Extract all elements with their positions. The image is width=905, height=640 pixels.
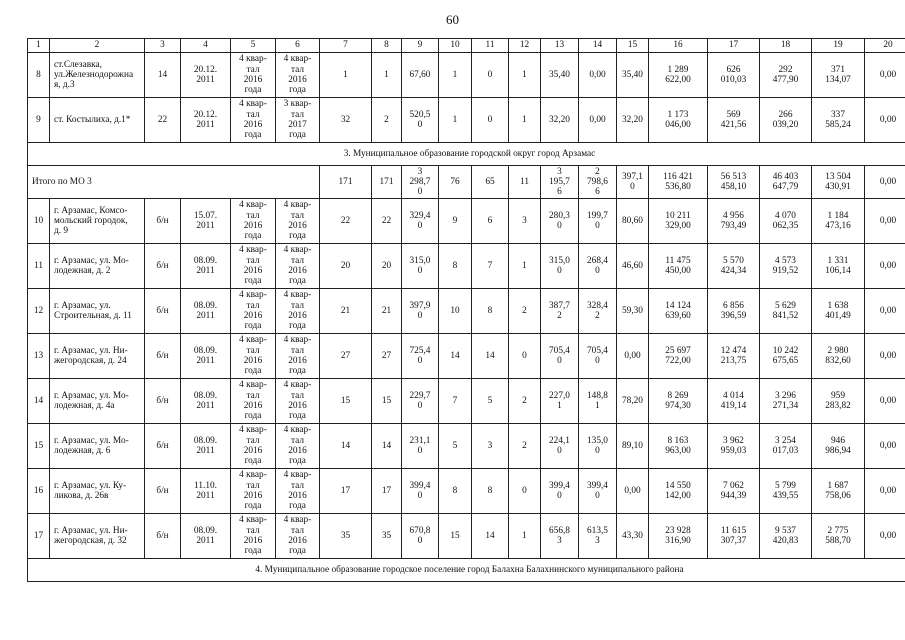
- table-cell: 35: [372, 514, 402, 559]
- table-cell: 0,00: [865, 334, 905, 379]
- table-cell: г. Арзамас, ул. Мо- лодежная, д. 2: [50, 244, 145, 289]
- table-cell: 15.07. 2011: [181, 199, 231, 244]
- table-cell: 43,30: [617, 514, 649, 559]
- table-cell: 5 799 439,55: [760, 469, 812, 514]
- table-cell: 224,1 0: [541, 424, 579, 469]
- table-cell: г. Арзамас, ул. Мо- лодежная, д. 4а: [50, 379, 145, 424]
- table-cell: 10 242 675,65: [760, 334, 812, 379]
- table-cell: 0,00: [865, 244, 905, 289]
- table-cell: 280,3 0: [541, 199, 579, 244]
- table-cell: 135,0 0: [579, 424, 617, 469]
- table-cell: 116 421 536,80: [649, 166, 708, 199]
- table-cell: 397,1 0: [617, 166, 649, 199]
- table-cell: 4 573 919,52: [760, 244, 812, 289]
- table-cell: 14: [472, 514, 509, 559]
- table-cell: 35,40: [617, 53, 649, 98]
- table-cell: 20: [320, 244, 372, 289]
- table-cell: 20: [372, 244, 402, 289]
- table-row: [28, 98, 905, 143]
- table-cell: 0,00: [865, 289, 905, 334]
- table-cell: 0: [509, 469, 541, 514]
- table-cell: 2: [509, 289, 541, 334]
- table-cell: 14 550 142,00: [649, 469, 708, 514]
- table-cell: 14: [579, 39, 617, 53]
- table-row: [28, 199, 905, 244]
- table-cell: 6: [276, 39, 320, 53]
- table-row: [28, 379, 905, 424]
- table-cell: 8: [439, 469, 472, 514]
- table-cell: 1: [28, 39, 50, 53]
- table-cell: 10: [28, 199, 50, 244]
- table-cell: 315,0 0: [402, 244, 439, 289]
- table-cell: г. Арзамас, ул. Мо- лодежная, д. 6: [50, 424, 145, 469]
- table-cell: 520,5 0: [402, 98, 439, 143]
- table-cell: 4 квар- тал 2016 года: [276, 514, 320, 559]
- table-cell: 4 квар- тал 2016 года: [231, 424, 276, 469]
- table-cell: 08.09. 2011: [181, 334, 231, 379]
- table-cell: 16: [28, 469, 50, 514]
- table-cell: ст.Слезавка, ул.Железнодорожна я, д.3: [50, 53, 145, 98]
- table-cell: 89,10: [617, 424, 649, 469]
- table-cell: 46 403 647,79: [760, 166, 812, 199]
- table-cell: 2 980 832,60: [812, 334, 865, 379]
- table-row: [28, 244, 905, 289]
- table-cell: 6: [472, 199, 509, 244]
- table-cell: 13: [541, 39, 579, 53]
- table-cell: 399,4 0: [579, 469, 617, 514]
- table-cell: 59,30: [617, 289, 649, 334]
- table-cell: 15: [617, 39, 649, 53]
- table-cell: 1 638 401,49: [812, 289, 865, 334]
- table-cell: 2: [509, 424, 541, 469]
- table-cell: 705,4 0: [541, 334, 579, 379]
- table-cell: 266 039,20: [760, 98, 812, 143]
- table-cell: 199,7 0: [579, 199, 617, 244]
- table-cell: 56 513 458,10: [708, 166, 760, 199]
- table-cell: 15: [439, 514, 472, 559]
- table-cell: 18: [760, 39, 812, 53]
- table-cell: 23 928 316,90: [649, 514, 708, 559]
- table-cell: 2: [50, 39, 145, 53]
- table-cell: 0: [472, 53, 509, 98]
- table-cell: 4 квар- тал 2016 года: [231, 289, 276, 334]
- resettlement-table: [27, 38, 905, 582]
- table-cell: б/н: [145, 244, 181, 289]
- table-cell: 2 775 588,70: [812, 514, 865, 559]
- table-cell: 229,7 0: [402, 379, 439, 424]
- table-cell: 3 298,7 0: [402, 166, 439, 199]
- table-cell: 08.09. 2011: [181, 514, 231, 559]
- table-cell: 399,4 0: [541, 469, 579, 514]
- table-cell: 5: [231, 39, 276, 53]
- table-cell: 4 квар- тал 2016 года: [231, 244, 276, 289]
- table-cell: 3 195,7 6: [541, 166, 579, 199]
- table-cell: 171: [320, 166, 372, 199]
- table-cell: 65: [472, 166, 509, 199]
- table-cell: 14: [28, 379, 50, 424]
- table-cell: 0: [472, 98, 509, 143]
- table-cell: 4 квар- тал 2016 года: [276, 199, 320, 244]
- table-cell: 22: [320, 199, 372, 244]
- table-cell: 9: [28, 98, 50, 143]
- table-cell: 14: [439, 334, 472, 379]
- table-cell: 25 697 722,00: [649, 334, 708, 379]
- table-cell: 11: [509, 166, 541, 199]
- table-cell: 1: [372, 53, 402, 98]
- table-header-row: [28, 39, 905, 53]
- table-cell: 14: [320, 424, 372, 469]
- table-cell: 14: [472, 334, 509, 379]
- table-row: [28, 289, 905, 334]
- table-cell: 0,00: [865, 98, 905, 143]
- table-cell: 3 квар- тал 2017 года: [276, 98, 320, 143]
- table-cell: б/н: [145, 469, 181, 514]
- table-cell: 292 477,90: [760, 53, 812, 98]
- table-cell: 8: [472, 289, 509, 334]
- table-cell: 0,00: [579, 98, 617, 143]
- table-cell: 22: [372, 199, 402, 244]
- table-cell: 0,00: [865, 53, 905, 98]
- table-cell: 4: [181, 39, 231, 53]
- table-cell: 171: [372, 166, 402, 199]
- table-cell: 14 124 639,60: [649, 289, 708, 334]
- table-cell: 7: [472, 244, 509, 289]
- table-cell: 2: [372, 98, 402, 143]
- table-cell: 11 615 307,37: [708, 514, 760, 559]
- table-cell: 20.12. 2011: [181, 98, 231, 143]
- table-cell: 7: [439, 379, 472, 424]
- table-cell: 387,7 2: [541, 289, 579, 334]
- section-heading-mo4: [28, 559, 905, 582]
- table-cell: 3. Муниципальное образование городской округ город Арзамас: [28, 143, 905, 166]
- table-cell: 32,20: [541, 98, 579, 143]
- table-cell: 0,00: [865, 424, 905, 469]
- table-cell: 268,4 0: [579, 244, 617, 289]
- table-cell: 08.09. 2011: [181, 379, 231, 424]
- table-cell: 3: [509, 199, 541, 244]
- table-cell: 1: [439, 98, 472, 143]
- table-cell: 8 269 974,30: [649, 379, 708, 424]
- table-cell: 11.10. 2011: [181, 469, 231, 514]
- table-cell: 1 331 106,14: [812, 244, 865, 289]
- table-cell: г. Арзамас, ул. Строительная, д. 11: [50, 289, 145, 334]
- table-cell: 22: [145, 98, 181, 143]
- table-cell: 0,00: [865, 379, 905, 424]
- table-cell: 1: [509, 514, 541, 559]
- table-cell: 5 570 424,34: [708, 244, 760, 289]
- table-cell: б/н: [145, 514, 181, 559]
- table-cell: 12: [28, 289, 50, 334]
- table-cell: г. Арзамас, Комсо- мольский городок, д. 9: [50, 199, 145, 244]
- table-cell: 613,5 3: [579, 514, 617, 559]
- table-cell: 4 квар- тал 2016 года: [276, 424, 320, 469]
- table-cell: 32,20: [617, 98, 649, 143]
- table-row: [28, 53, 905, 98]
- table-cell: 0,00: [865, 469, 905, 514]
- table-cell: 13 504 430,91: [812, 166, 865, 199]
- table-cell: 10: [439, 289, 472, 334]
- table-cell: Итого по МО 3: [28, 166, 320, 199]
- table-row: [28, 334, 905, 379]
- table-cell: 80,60: [617, 199, 649, 244]
- table-cell: 08.09. 2011: [181, 244, 231, 289]
- table-cell: 0,00: [865, 514, 905, 559]
- table-cell: 2 798,6 6: [579, 166, 617, 199]
- table-cell: 705,4 0: [579, 334, 617, 379]
- table-cell: 4 квар- тал 2016 года: [231, 514, 276, 559]
- table-cell: 3 254 017,03: [760, 424, 812, 469]
- table-cell: 315,0 0: [541, 244, 579, 289]
- table-cell: 4 квар- тал 2016 года: [276, 379, 320, 424]
- page-number: 60: [446, 12, 459, 27]
- table-cell: 14: [372, 424, 402, 469]
- table-cell: г. Арзамас, ул. Ни- жегородская, д. 24: [50, 334, 145, 379]
- table-cell: 10 211 329,00: [649, 199, 708, 244]
- table-cell: 569 421,56: [708, 98, 760, 143]
- table-cell: 10: [439, 39, 472, 53]
- table-cell: 1 687 758,06: [812, 469, 865, 514]
- table-cell: 6 856 396,59: [708, 289, 760, 334]
- table-cell: 11: [472, 39, 509, 53]
- table-row: [28, 469, 905, 514]
- table-cell: 4 квар- тал 2016 года: [276, 289, 320, 334]
- table-cell: 231,1 0: [402, 424, 439, 469]
- table-cell: 0,00: [617, 469, 649, 514]
- table-cell: 19: [812, 39, 865, 53]
- table-row: [28, 514, 905, 559]
- table-cell: 4 квар- тал 2016 года: [231, 379, 276, 424]
- table-cell: 4 квар- тал 2016 года: [231, 334, 276, 379]
- table-cell: 7 062 944,39: [708, 469, 760, 514]
- table-cell: 21: [372, 289, 402, 334]
- table-cell: 9 537 420,83: [760, 514, 812, 559]
- table-cell: 9: [439, 199, 472, 244]
- table-cell: б/н: [145, 289, 181, 334]
- table-cell: 21: [320, 289, 372, 334]
- table-cell: 4 квар- тал 2016 года: [276, 334, 320, 379]
- table-cell: 328,4 2: [579, 289, 617, 334]
- table-cell: 08.09. 2011: [181, 289, 231, 334]
- table-cell: 20: [865, 39, 905, 53]
- table-cell: 4 квар- тал 2016 года: [231, 98, 276, 143]
- table-cell: 12 474 213,75: [708, 334, 760, 379]
- table-cell: 725,4 0: [402, 334, 439, 379]
- table-cell: 1: [509, 98, 541, 143]
- table-cell: 14: [145, 53, 181, 98]
- table-cell: 4 квар- тал 2016 года: [276, 469, 320, 514]
- table-cell: 371 134,07: [812, 53, 865, 98]
- table-cell: 0,00: [865, 166, 905, 199]
- table-cell: 1: [320, 53, 372, 98]
- table-cell: 7: [320, 39, 372, 53]
- table-cell: 17: [708, 39, 760, 53]
- table-cell: 4 014 419,14: [708, 379, 760, 424]
- table-cell: 1 173 046,00: [649, 98, 708, 143]
- table-cell: 11 475 450,00: [649, 244, 708, 289]
- table-cell: 15: [28, 424, 50, 469]
- table-cell: 1: [439, 53, 472, 98]
- section-heading-mo3: [28, 143, 905, 166]
- table-cell: 08.09. 2011: [181, 424, 231, 469]
- table-cell: 3: [145, 39, 181, 53]
- table-cell: 0: [509, 334, 541, 379]
- table-cell: 0,00: [579, 53, 617, 98]
- table-cell: 8 163 963,00: [649, 424, 708, 469]
- table-cell: 4 квар- тал 2016 года: [276, 244, 320, 289]
- table-cell: 15: [320, 379, 372, 424]
- table-cell: 27: [320, 334, 372, 379]
- table-cell: 2: [509, 379, 541, 424]
- table-cell: 946 986,94: [812, 424, 865, 469]
- table-cell: 46,60: [617, 244, 649, 289]
- table-cell: 5 629 841,52: [760, 289, 812, 334]
- table-cell: 20.12. 2011: [181, 53, 231, 98]
- table-cell: 4 квар- тал 2016 года: [231, 199, 276, 244]
- table-cell: 0,00: [617, 334, 649, 379]
- table-cell: 3 296 271,34: [760, 379, 812, 424]
- table-cell: 17: [28, 514, 50, 559]
- table-cell: 17: [372, 469, 402, 514]
- table-cell: 1: [509, 53, 541, 98]
- table-cell: 12: [509, 39, 541, 53]
- table-cell: г. Арзамас, ул. Ни- жегородская, д. 32: [50, 514, 145, 559]
- table-cell: 4 956 793,49: [708, 199, 760, 244]
- table-cell: г. Арзамас, ул. Ку- ликова, д. 26в: [50, 469, 145, 514]
- table-cell: 1 184 473,16: [812, 199, 865, 244]
- table-cell: 0,00: [865, 199, 905, 244]
- table-cell: 227,0 1: [541, 379, 579, 424]
- table-cell: 78,20: [617, 379, 649, 424]
- table-cell: 3 962 959,03: [708, 424, 760, 469]
- table-cell: ст. Костылиха, д.1*: [50, 98, 145, 143]
- table-cell: 76: [439, 166, 472, 199]
- table-cell: 329,4 0: [402, 199, 439, 244]
- table-cell: 15: [372, 379, 402, 424]
- table-cell: 3: [472, 424, 509, 469]
- table-cell: 17: [320, 469, 372, 514]
- table-cell: 8: [439, 244, 472, 289]
- table-cell: 67,60: [402, 53, 439, 98]
- table-cell: 16: [649, 39, 708, 53]
- table-cell: 148,8 1: [579, 379, 617, 424]
- table-cell: 4 квар- тал 2016 года: [276, 53, 320, 98]
- table-cell: 4 070 062,35: [760, 199, 812, 244]
- table-cell: 626 010,03: [708, 53, 760, 98]
- table-cell: 337 585,24: [812, 98, 865, 143]
- table-row: [28, 424, 905, 469]
- table-cell: 8: [472, 469, 509, 514]
- table-cell: 397,9 0: [402, 289, 439, 334]
- table-cell: 8: [28, 53, 50, 98]
- table-cell: 4. Муниципальное образование городское поселение город Балахна Балахнинского муниципального района: [28, 559, 905, 582]
- table-cell: 670,8 0: [402, 514, 439, 559]
- table-cell: 1 289 622,00: [649, 53, 708, 98]
- table-cell: 32: [320, 98, 372, 143]
- table-cell: 5: [439, 424, 472, 469]
- table-cell: 27: [372, 334, 402, 379]
- table-cell: 35: [320, 514, 372, 559]
- table-cell: б/н: [145, 379, 181, 424]
- table-cell: б/н: [145, 424, 181, 469]
- table-cell: 656,8 3: [541, 514, 579, 559]
- table-cell: 13: [28, 334, 50, 379]
- table-cell: 959 283,82: [812, 379, 865, 424]
- table-cell: 11: [28, 244, 50, 289]
- table-cell: 4 квар- тал 2016 года: [231, 53, 276, 98]
- table-cell: 5: [472, 379, 509, 424]
- table-cell: 9: [402, 39, 439, 53]
- table-cell: б/н: [145, 334, 181, 379]
- table-cell: 1: [509, 244, 541, 289]
- table-cell: 8: [372, 39, 402, 53]
- total-row-mo3: [28, 166, 905, 199]
- table-cell: 35,40: [541, 53, 579, 98]
- table-cell: 399,4 0: [402, 469, 439, 514]
- table-cell: 4 квар- тал 2016 года: [231, 469, 276, 514]
- table-cell: б/н: [145, 199, 181, 244]
